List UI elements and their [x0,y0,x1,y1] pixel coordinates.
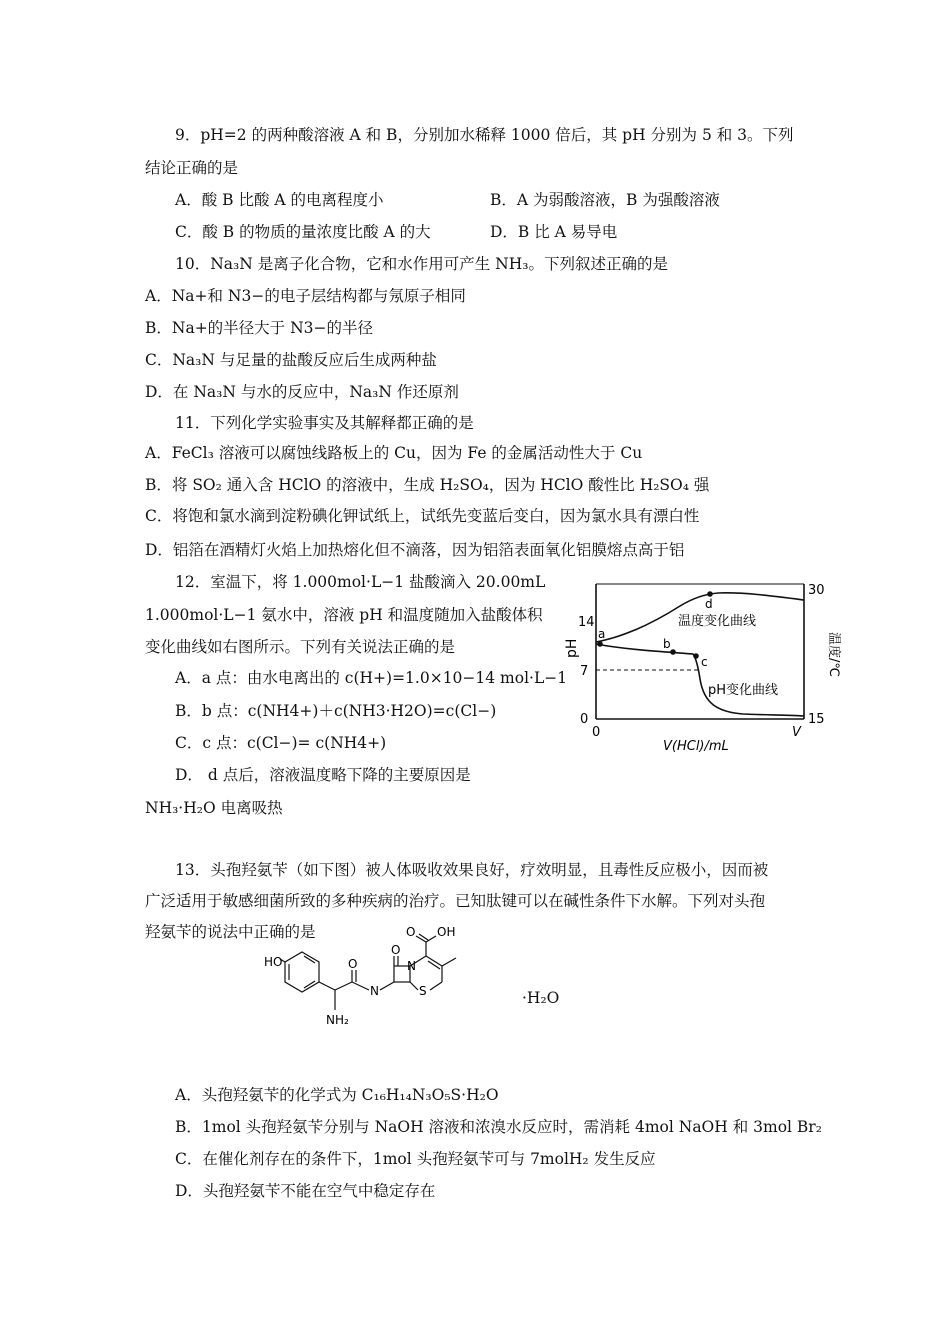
point-d [707,591,713,597]
q12-stem-line2: 1.000mol·L−1 氨水中，溶液 pH 和温度随加入盐酸体积 [145,606,543,624]
mol-cooh-o: O [406,925,416,939]
y-tick-7: 7 [580,664,589,679]
temperature-curve-label: 温度变化曲线 [678,614,757,629]
q10-option-c: C．Na₃N 与足量的盐酸反应后生成两种盐 [145,351,437,369]
q13-option-a: A．头孢羟氨苄的化学式为 C₁₆H₁₄N₃O₅S·H₂O [175,1086,499,1104]
ph-curve [596,644,804,716]
cefadroxil-structure [262,918,502,1040]
q12-stem-line1: 12．室温下，将 1.000mol·L−1 盐酸滴入 20.00mL [175,573,546,591]
chart-axes [596,584,804,719]
mol-o-lactam: O [391,943,401,957]
mol-nh2: NH₂ [326,1013,349,1027]
y-tick-14: 14 [578,615,595,630]
q12-option-a: A．a 点：由水电离出的 c(H+)=1.0×10−14 mol·L−1 [175,669,568,687]
q13-option-c: C．在催化剂存在的条件下，1mol 头孢羟氨苄可与 7molH₂ 发生反应 [175,1150,656,1168]
q9-option-b: B．A 为弱酸溶液，B 为强酸溶液 [490,191,720,209]
point-a-label: a [598,627,606,641]
x-tick-v: V [792,725,801,740]
y-right-tick-30: 30 [808,583,825,598]
q11-stem: 11．下列化学实验事实及其解释都正确的是 [175,414,474,432]
point-c [693,653,699,659]
q13-option-b: B．1mol 头孢羟氨苄分别与 NaOH 溶液和浓溴水反应时，需消耗 4mol NaOH 和 3mol Br₂ [175,1118,822,1136]
mol-s-ring: S [419,984,427,998]
q13-option-d: D．头孢羟氨苄不能在空气中稳定存在 [175,1182,436,1200]
ph-temperature-chart [558,574,841,774]
q10-option-d: D．在 Na₃N 与水的反应中，Na₃N 作还原剂 [145,383,459,401]
x-axis-label: V(HCl)/mL [663,739,729,754]
q12-option-c: C．c 点：c(Cl−)= c(NH4+) [175,734,387,752]
q12-option-d-line2: NH₃·H₂O 电离吸热 [145,799,283,817]
q12-stem-line3: 变化曲线如右图所示。下列有关说法正确的是 [145,638,456,656]
point-c-label: c [701,655,708,669]
mol-o-amide: O [348,957,358,971]
q12-option-b: B．b 点：c(NH4+)＋c(NH3·H2O)=c(Cl−) [175,702,497,720]
q9-stem-line1: 9．pH=2 的两种酸溶液 A 和 B，分别加水稀释 1000 倍后，其 pH 分别为 5 和 3。下列 [175,126,794,144]
q9-option-a: A．酸 B 比酸 A 的电离程度小 [175,191,384,209]
mol-cooh-oh: OH [437,925,456,939]
mol-n-amide: N [370,984,379,998]
q10-stem: 10．Na₃N 是离子化合物，它和水作用可产生 NH₃。下列叙述正确的是 [175,255,668,273]
q12-option-d-line1: D． d 点后，溶液温度略下降的主要原因是 [175,766,471,784]
y-tick-0: 0 [580,712,589,727]
mol-n-ring: N [407,959,416,973]
q9-option-d: D．B 比 A 易导电 [490,223,618,241]
q13-stem-line3: 羟氨苄的说法中正确的是 [145,923,316,941]
y-right-tick-15: 15 [808,712,825,727]
q10-option-a: A．Na+和 N3−的电子层结构都与氖原子相同 [145,287,466,305]
x-tick-0: 0 [592,725,601,740]
q9-option-c: C．酸 B 的物质的量浓度比酸 A 的大 [175,223,431,241]
q11-option-d: D．铝箔在酒精灯火焰上加热熔化但不滴落，因为铝箔表面氧化铝膜熔点高于铝 [145,541,685,559]
q11-option-c: C．将饱和氯水滴到淀粉碘化钾试纸上，试纸先变蓝后变白，因为氯水具有漂白性 [145,507,700,525]
q13-stem-line2: 广泛适用于敏感细菌所致的多种疾病的治疗。已知肽键可以在碱性条件下水解。下列对头孢 [145,892,766,910]
mol-ho: HO [264,955,283,969]
point-b-label: b [663,637,671,651]
q11-option-b: B．将 SO₂ 通入含 HClO 的溶液中，生成 H₂SO₄，因为 HClO 酸性比 H₂SO₄ 强 [145,476,710,494]
y-right-label: 温度/℃ [826,632,841,677]
q13-hydrate: ·H₂O [522,989,560,1007]
q11-option-a: A．FeCl₃ 溶液可以腐蚀线路板上的 Cu，因为 Fe 的金属活动性大于 Cu [145,444,643,462]
q9-stem-line2: 结论正确的是 [145,159,239,177]
point-a [597,641,603,647]
q13-stem-line1: 13．头孢羟氨苄（如下图）被人体吸收效果良好，疗效明显，且毒性反应极小，因而被 [175,861,769,879]
point-b [670,649,676,655]
y-left-label: pH [564,638,580,658]
ph-curve-label: pH变化曲线 [708,683,779,698]
q10-option-b: B．Na+的半径大于 N3−的半径 [145,319,374,337]
point-d-label: d [705,597,713,611]
